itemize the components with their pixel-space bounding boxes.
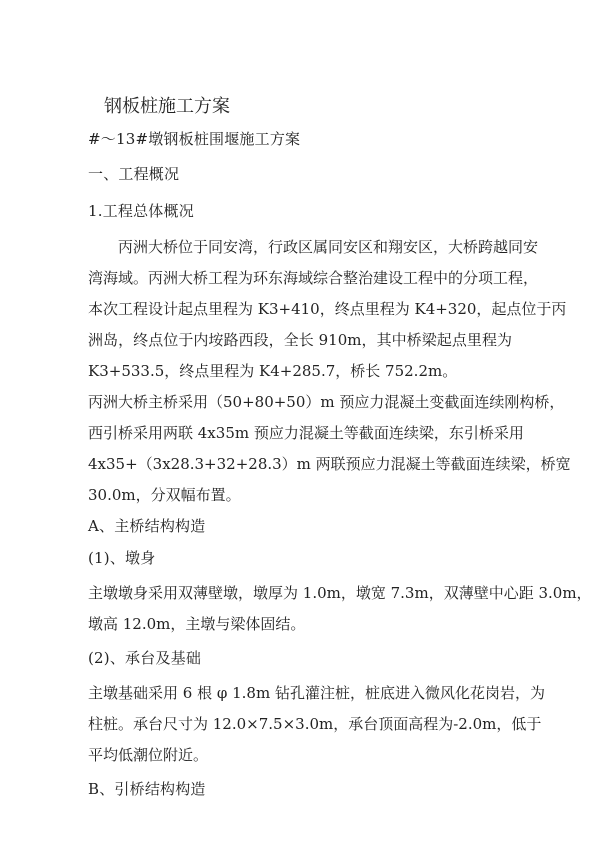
paragraph-line: 主墩墩身采用双薄壁墩，墩厚为 1.0m，墩宽 7.3m，双薄壁中心距 3.0m， bbox=[88, 584, 592, 602]
paragraph-line: 平均低潮位附近。 bbox=[88, 746, 209, 764]
paragraph-line: 丙洲大桥主桥采用（50+80+50）m 预应力混凝土变截面连续刚构桥， bbox=[88, 393, 565, 411]
paragraph-line: 湾海域。丙洲大桥工程为环东海域综合整治建设工程中的分项工程， bbox=[88, 269, 539, 287]
paragraph-line: 30.0m，分双幅布置。 bbox=[88, 486, 241, 504]
paragraph-line: K3+533.5，终点里程为 K4+285.7，桥长 752.2m。 bbox=[88, 362, 458, 380]
document-title: 钢板桩施工方案 bbox=[104, 96, 230, 117]
section-heading-overview: 一、工程概况 bbox=[88, 165, 180, 183]
paragraph-line: 丙洲大桥位于同安湾，行政区属同安区和翔安区，大桥跨越同安 bbox=[88, 238, 539, 256]
heading-approach-bridge: B、引桥结构构造 bbox=[88, 780, 206, 798]
paragraph-line: 柱桩。承台尺寸为 12.0×7.5×3.0m，承台顶面高程为-2.0m，低于 bbox=[88, 715, 542, 733]
document-subtitle: #～13#墩钢板桩围堰施工方案 bbox=[88, 130, 301, 148]
paragraph-line: 主墩基础采用 6 根 φ 1.8m 钻孔灌注桩，桩底进入微风化花岗岩，为 bbox=[88, 684, 545, 702]
paragraph-line: 本次工程设计起点里程为 K3+410，终点里程为 K4+320，起点位于丙 bbox=[88, 300, 567, 318]
subsection-heading-general: 1.工程总体概况 bbox=[88, 202, 194, 220]
paragraph-line: 4x35+（3x28.3+32+28.3）m 两联预应力混凝土等截面连续梁，桥宽 bbox=[88, 455, 571, 473]
heading-pier: (1)、墩身 bbox=[88, 549, 156, 567]
heading-foundation: (2)、承台及基础 bbox=[88, 649, 202, 667]
paragraph-line: 洲岛，终点位于内垵路西段，全长 910m，其中桥梁起点里程为 bbox=[88, 331, 512, 349]
heading-main-bridge: A、主桥结构构造 bbox=[88, 517, 206, 535]
paragraph-line: 西引桥采用两联 4x35m 预应力混凝土等截面连续梁，东引桥采用 bbox=[88, 424, 524, 442]
paragraph-line: 墩高 12.0m，主墩与梁体固结。 bbox=[88, 615, 306, 633]
